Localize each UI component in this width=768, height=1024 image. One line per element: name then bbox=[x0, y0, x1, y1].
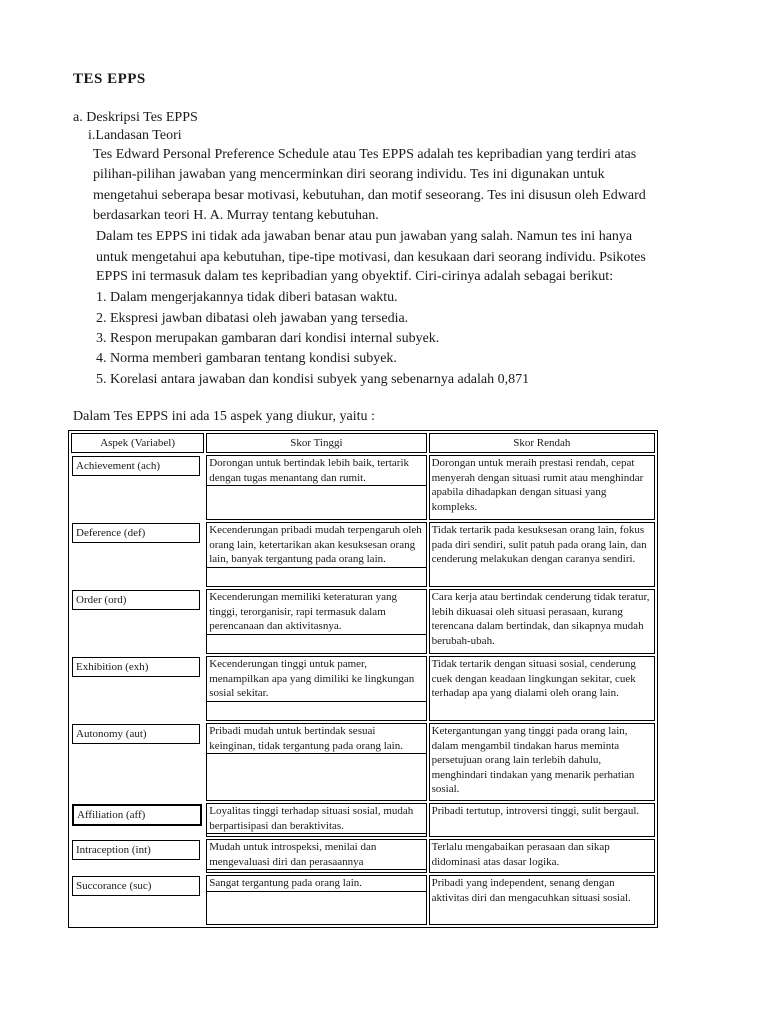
paragraph-line: Dalam tes EPPS ini tidak ada jawaban benar atau pun jawaban yang salah. Namun tes ini hanya bbox=[96, 229, 633, 244]
skor-tinggi-cell: Pribadi mudah untuk bertindak sesuai keinginan, tidak tergantung pada orang lain. bbox=[207, 724, 425, 754]
paragraph-line: EPPS ini termasuk dalam tes kepribadian yang obyektif. Ciri-cirinya adalah sebagai berikut: bbox=[96, 269, 614, 284]
skor-rendah-cell: Tidak tertarik dengan situasi sosial, cenderung cuek dengan keadaan lingkungan sekitar, cuek terhadap apa yang dialami oleh orang lain. bbox=[429, 656, 655, 721]
skor-tinggi-cell: Dorongan untuk bertindak lebih baik, tertarik dengan tugas menantang dan rumit. bbox=[207, 456, 425, 486]
aspect-cell: Autonomy (aut) bbox=[72, 724, 200, 744]
paragraph-line: berdasarkan teori H. A. Murray tentang kebutuhan. bbox=[93, 208, 379, 223]
skor-tinggi-cell: Kecenderungan tinggi untuk pamer, menampilkan apa yang dimiliki ke lingkungan sosial sekitar. bbox=[207, 657, 425, 702]
skor-rendah-cell: Ketergantungan yang tinggi pada orang lain, dalam mengambil tindakan harus meminta persetujuan orang lain terlebih dahulu, menghindari tindakan yang menarik perhatian sosial. bbox=[429, 723, 655, 801]
skor-rendah-cell: Dorongan untuk meraih prestasi rendah, cepat menyerah dengan situasi rumit atau menghindar apabila dihadapkan dengan situasi yang kompleks. bbox=[429, 455, 655, 520]
table-intro: Dalam Tes EPPS ini ada 15 aspek yang diukur, yaitu : bbox=[73, 409, 375, 424]
skor-rendah-cell: Pribadi yang independent, senang dengan aktivitas diri dan mengacuhkan situasi sosial. bbox=[429, 875, 655, 925]
aspect-cell: Succorance (suc) bbox=[72, 876, 200, 896]
aspect-cell: Achievement (ach) bbox=[72, 456, 200, 476]
list-item: 3. Respon merupakan gambaran dari kondisi internal subyek. bbox=[96, 331, 440, 346]
table-header-row bbox=[71, 433, 655, 453]
list-item: 2. Ekspresi jawban dibatasi oleh jawaban yang tersedia. bbox=[96, 311, 409, 326]
paragraph-line: untuk mengetahui apa kebutuhan, tipe-tipe motivasi, dan kesukaan dari seorang individu. Psikotes bbox=[96, 250, 646, 265]
table-row bbox=[71, 723, 655, 801]
table-row bbox=[71, 656, 655, 721]
header-skor-rendah: Skor Rendah bbox=[429, 433, 655, 453]
aspect-cell: Affiliation (aff) bbox=[72, 804, 202, 826]
table-row bbox=[71, 839, 655, 873]
paragraph-line: pilihan-pilihan jawaban yang mencerminkan diri seorang individu. Tes ini digunakan untuk bbox=[93, 167, 605, 182]
list-item: 5. Korelasi antara jawaban dan kondisi subyek yang sebenarnya adalah 0,871 bbox=[96, 372, 530, 387]
table-row bbox=[71, 875, 655, 925]
header-skor-tinggi: Skor Tinggi bbox=[206, 433, 426, 453]
aspect-cell: Deference (def) bbox=[72, 523, 200, 543]
skor-tinggi-cell: Mudah untuk introspeksi, menilai dan mengevaluasi diri dan perasaannya bbox=[207, 840, 425, 870]
table-row bbox=[71, 522, 655, 587]
skor-rendah-cell: Cara kerja atau bertindak cenderung tidak teratur, lebih dikuasai oleh situasi perasaan, kurang terencana dalam bertindak, dan sikapnya mudah berubah-ubah. bbox=[429, 589, 655, 654]
skor-tinggi-cell: Loyalitas tinggi terhadap situasi sosial, mudah berpartisipasi dan beraktivitas. bbox=[207, 804, 425, 834]
aspect-table bbox=[68, 430, 658, 928]
paragraph-line: Tes Edward Personal Preference Schedule atau Tes EPPS adalah tes kepribadian yang terdiri atas bbox=[93, 147, 637, 162]
table-row bbox=[71, 455, 655, 520]
aspect-cell: Intraception (int) bbox=[72, 840, 200, 860]
skor-rendah-cell: Pribadi tertutup, introversi tinggi, sulit bergaul. bbox=[429, 803, 655, 837]
skor-tinggi-cell: Kecenderungan memiliki keteraturan yang tinggi, terorganisir, rapi termasuk dalam perencanaan dan aktivitasnya. bbox=[207, 590, 425, 635]
list-item: 1. Dalam mengerjakannya tidak diberi batasan waktu. bbox=[96, 290, 398, 305]
table-row bbox=[71, 589, 655, 654]
skor-rendah-cell: Tidak tertarik pada kesuksesan orang lain, fokus pada diri sendiri, sulit patuh pada orang lain, dan cenderung melakukan dengan caranya sendiri. bbox=[429, 522, 655, 587]
aspect-cell: Order (ord) bbox=[72, 590, 200, 610]
list-item: 4. Norma memberi gambaran tentang kondisi subyek. bbox=[96, 351, 397, 366]
aspect-cell: Exhibition (exh) bbox=[72, 657, 200, 677]
skor-tinggi-cell: Sangat tergantung pada orang lain. bbox=[207, 876, 425, 892]
section-heading: a. Deskripsi Tes EPPS bbox=[73, 110, 198, 125]
subsection-heading: i.Landasan Teori bbox=[88, 128, 182, 143]
table-row bbox=[71, 803, 655, 837]
document-title: TES EPPS bbox=[73, 71, 146, 87]
skor-rendah-cell: Terlalu mengabaikan perasaan dan sikap didominasi atas dasar logika. bbox=[429, 839, 655, 873]
paragraph-line: mengetahui seberapa besar motivasi, kebutuhan, dan motif seseorang. Tes ini disusun oleh Edward bbox=[93, 188, 646, 203]
skor-tinggi-cell: Kecenderungan pribadi mudah terpengaruh oleh orang lain, ketertarikan akan kesuksesan orang lain, banyak tergantung pada orang lain. bbox=[207, 523, 425, 568]
header-aspect: Aspek (Variabel) bbox=[71, 433, 204, 453]
